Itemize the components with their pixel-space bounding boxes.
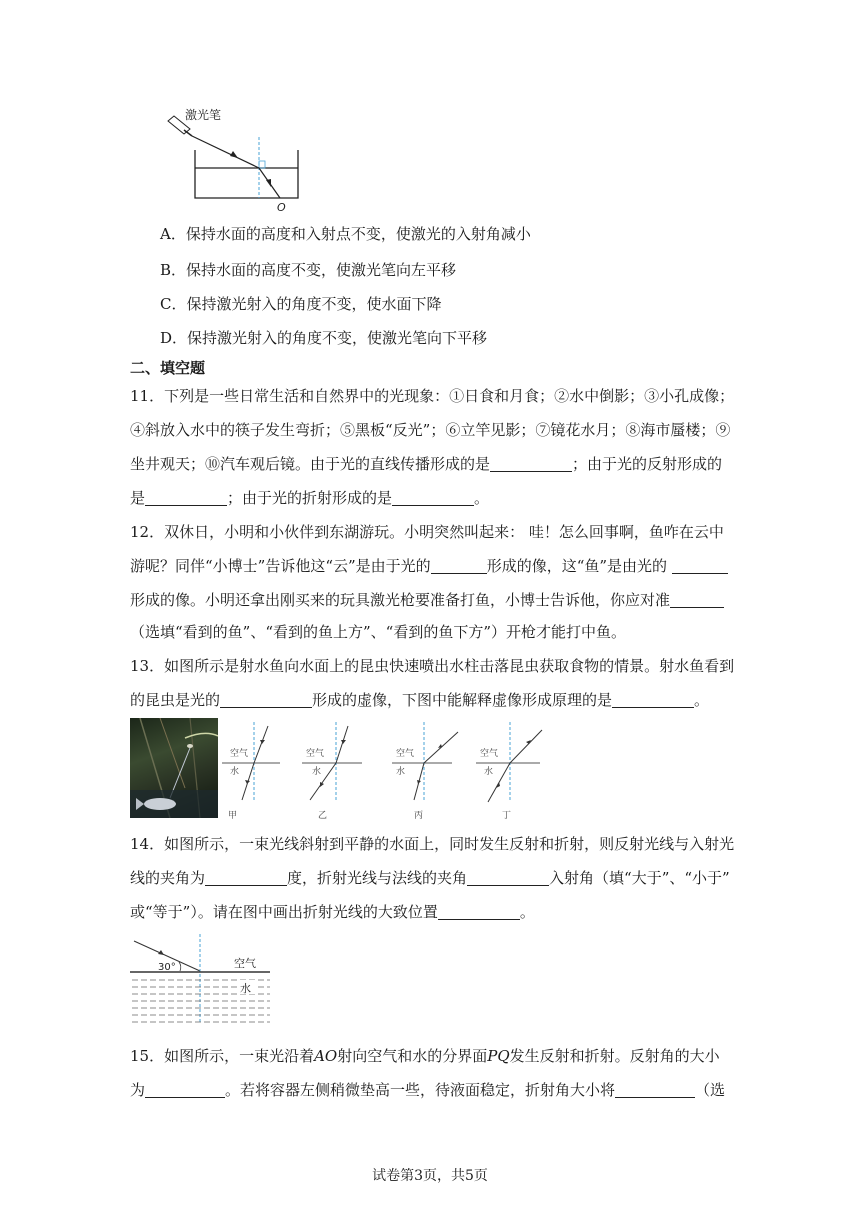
q11-blank-3[interactable]	[392, 489, 474, 506]
svg-text:空气: 空气	[480, 749, 499, 759]
fish-icon	[144, 798, 176, 810]
section-title: 二、填空题	[130, 359, 206, 377]
q12-blank-3[interactable]	[670, 591, 724, 608]
q11-line2: ④斜放入水中的筷子发生弯折；⑤黑板“反光”；⑥立竿见影；⑦镜花水月；⑧海市蜃楼；⑨	[130, 421, 731, 439]
refraction-diagrams	[218, 718, 558, 824]
q15-line2: 为 。若将容器左侧稍微垫高一些，待液面稳定，折射角大小将 （选	[130, 1081, 726, 1099]
diagram-label-yi: 乙	[318, 811, 328, 821]
q12-line1: 12．双休日，小明和小伙伴到东湖游玩。小明突然叫起来： 哇！怎么回事啊，鱼咋在云中	[130, 523, 724, 541]
svg-text:空气: 空气	[396, 749, 415, 759]
q13-line2: 的昆虫是光的 形成的虚像，下图中能解释虚像形成原理的是 。	[130, 691, 710, 709]
q13-line1: 13．如图所示是射水鱼向水面上的昆虫快速喷出水柱击落昆虫获取食物的情景。射水鱼看到	[130, 657, 735, 675]
photo-art	[130, 718, 218, 818]
option-c: C．保持激光射入的角度不变，使水面下降	[160, 295, 442, 313]
q12-blank-1[interactable]	[431, 557, 487, 574]
diagram-label-ding: 丁	[502, 811, 512, 821]
q12-line4: （选填“看到的鱼”、“看到的鱼上方”、“看到的鱼下方”）开枪才能打中鱼。	[130, 623, 627, 641]
q11-line1: 11．下列是一些日常生活和自然界中的光现象：①日食和月食；②水中倒影；③小孔成像；	[130, 387, 735, 405]
svg-text:水: 水	[312, 767, 322, 777]
diagram-jia	[222, 722, 280, 821]
angle-label: 30°	[158, 962, 176, 973]
archerfish-photo	[130, 718, 218, 818]
right-angle-mark	[259, 161, 265, 168]
water-surface-figure	[130, 930, 275, 1030]
laser-pen-label: 激光笔	[185, 108, 222, 122]
tank-outline	[195, 150, 298, 198]
q14-line3: 或“等于”）。请在图中画出折射光线的大致位置 。	[130, 903, 535, 921]
q14-blank-3[interactable]	[438, 903, 520, 920]
diagram-yi	[302, 722, 362, 821]
svg-text:水: 水	[230, 767, 240, 777]
svg-text:空气: 空气	[230, 749, 249, 759]
q14-blank-2[interactable]	[467, 869, 549, 886]
incident-arrow	[230, 151, 238, 158]
svg-text:水: 水	[484, 767, 494, 777]
q15-line1: 15．如图所示，一束光沿着AO射向空气和水的分界面PQ发生反射和折射。反射角的大小	[130, 1047, 720, 1065]
refracted-arrow	[266, 179, 271, 187]
diagram-bing	[392, 722, 458, 821]
point-o-label: O	[277, 201, 286, 214]
laser-tank-figure	[160, 105, 310, 215]
q14-line2: 线的夹角为 度，折射光线与法线的夹角 入射角（填“大于”、“小于”	[130, 869, 730, 887]
diagram-label-bing: 丙	[414, 811, 424, 821]
water-label: 水	[240, 982, 251, 995]
q11-line3: 坐井观天；⑩汽车观后镜。由于光的直线传播形成的是 ；由于光的反射形成的	[130, 455, 723, 473]
svg-text:水: 水	[396, 767, 406, 777]
q11-blank-1[interactable]	[490, 455, 572, 472]
q15-blank-1[interactable]	[145, 1081, 225, 1098]
option-d: D．保持激光射入的角度不变，使激光笔向下平移	[160, 329, 488, 347]
diagram-ding	[476, 722, 542, 821]
q14-blank-1[interactable]	[205, 869, 287, 886]
q12-line3: 形成的像。小明还拿出刚买来的玩具激光枪要准备打鱼，小博士告诉他，你应对准	[130, 590, 724, 610]
q13-blank-1[interactable]	[220, 691, 312, 708]
q12-blank-2[interactable]	[672, 557, 728, 574]
q14-line1: 14．如图所示，一束光线斜射到平静的水面上，同时发生反射和折射，则反射光线与入射光	[130, 835, 735, 853]
q13-blank-2[interactable]	[612, 691, 694, 708]
svg-text:空气: 空气	[306, 749, 325, 759]
q11-blank-2[interactable]	[145, 489, 227, 506]
q15-blank-2[interactable]	[615, 1081, 695, 1098]
option-a: A．保持水面的高度和入射点不变，使激光的入射角减小	[160, 225, 531, 243]
q11-line4: 是 ；由于光的折射形成的是 。	[130, 489, 490, 507]
option-b: B．保持水面的高度不变，使激光笔向左平移	[160, 261, 457, 279]
diagram-label-jia: 甲	[228, 811, 238, 821]
q12-line2: 游呢？同伴“小博士”告诉他这“云”是由于光的 形成的像，这“鱼”是由光的	[130, 556, 728, 576]
page-footer: 试卷第3页，共5页	[372, 1168, 488, 1184]
incident-ray	[192, 136, 259, 168]
air-label: 空气	[234, 957, 256, 970]
